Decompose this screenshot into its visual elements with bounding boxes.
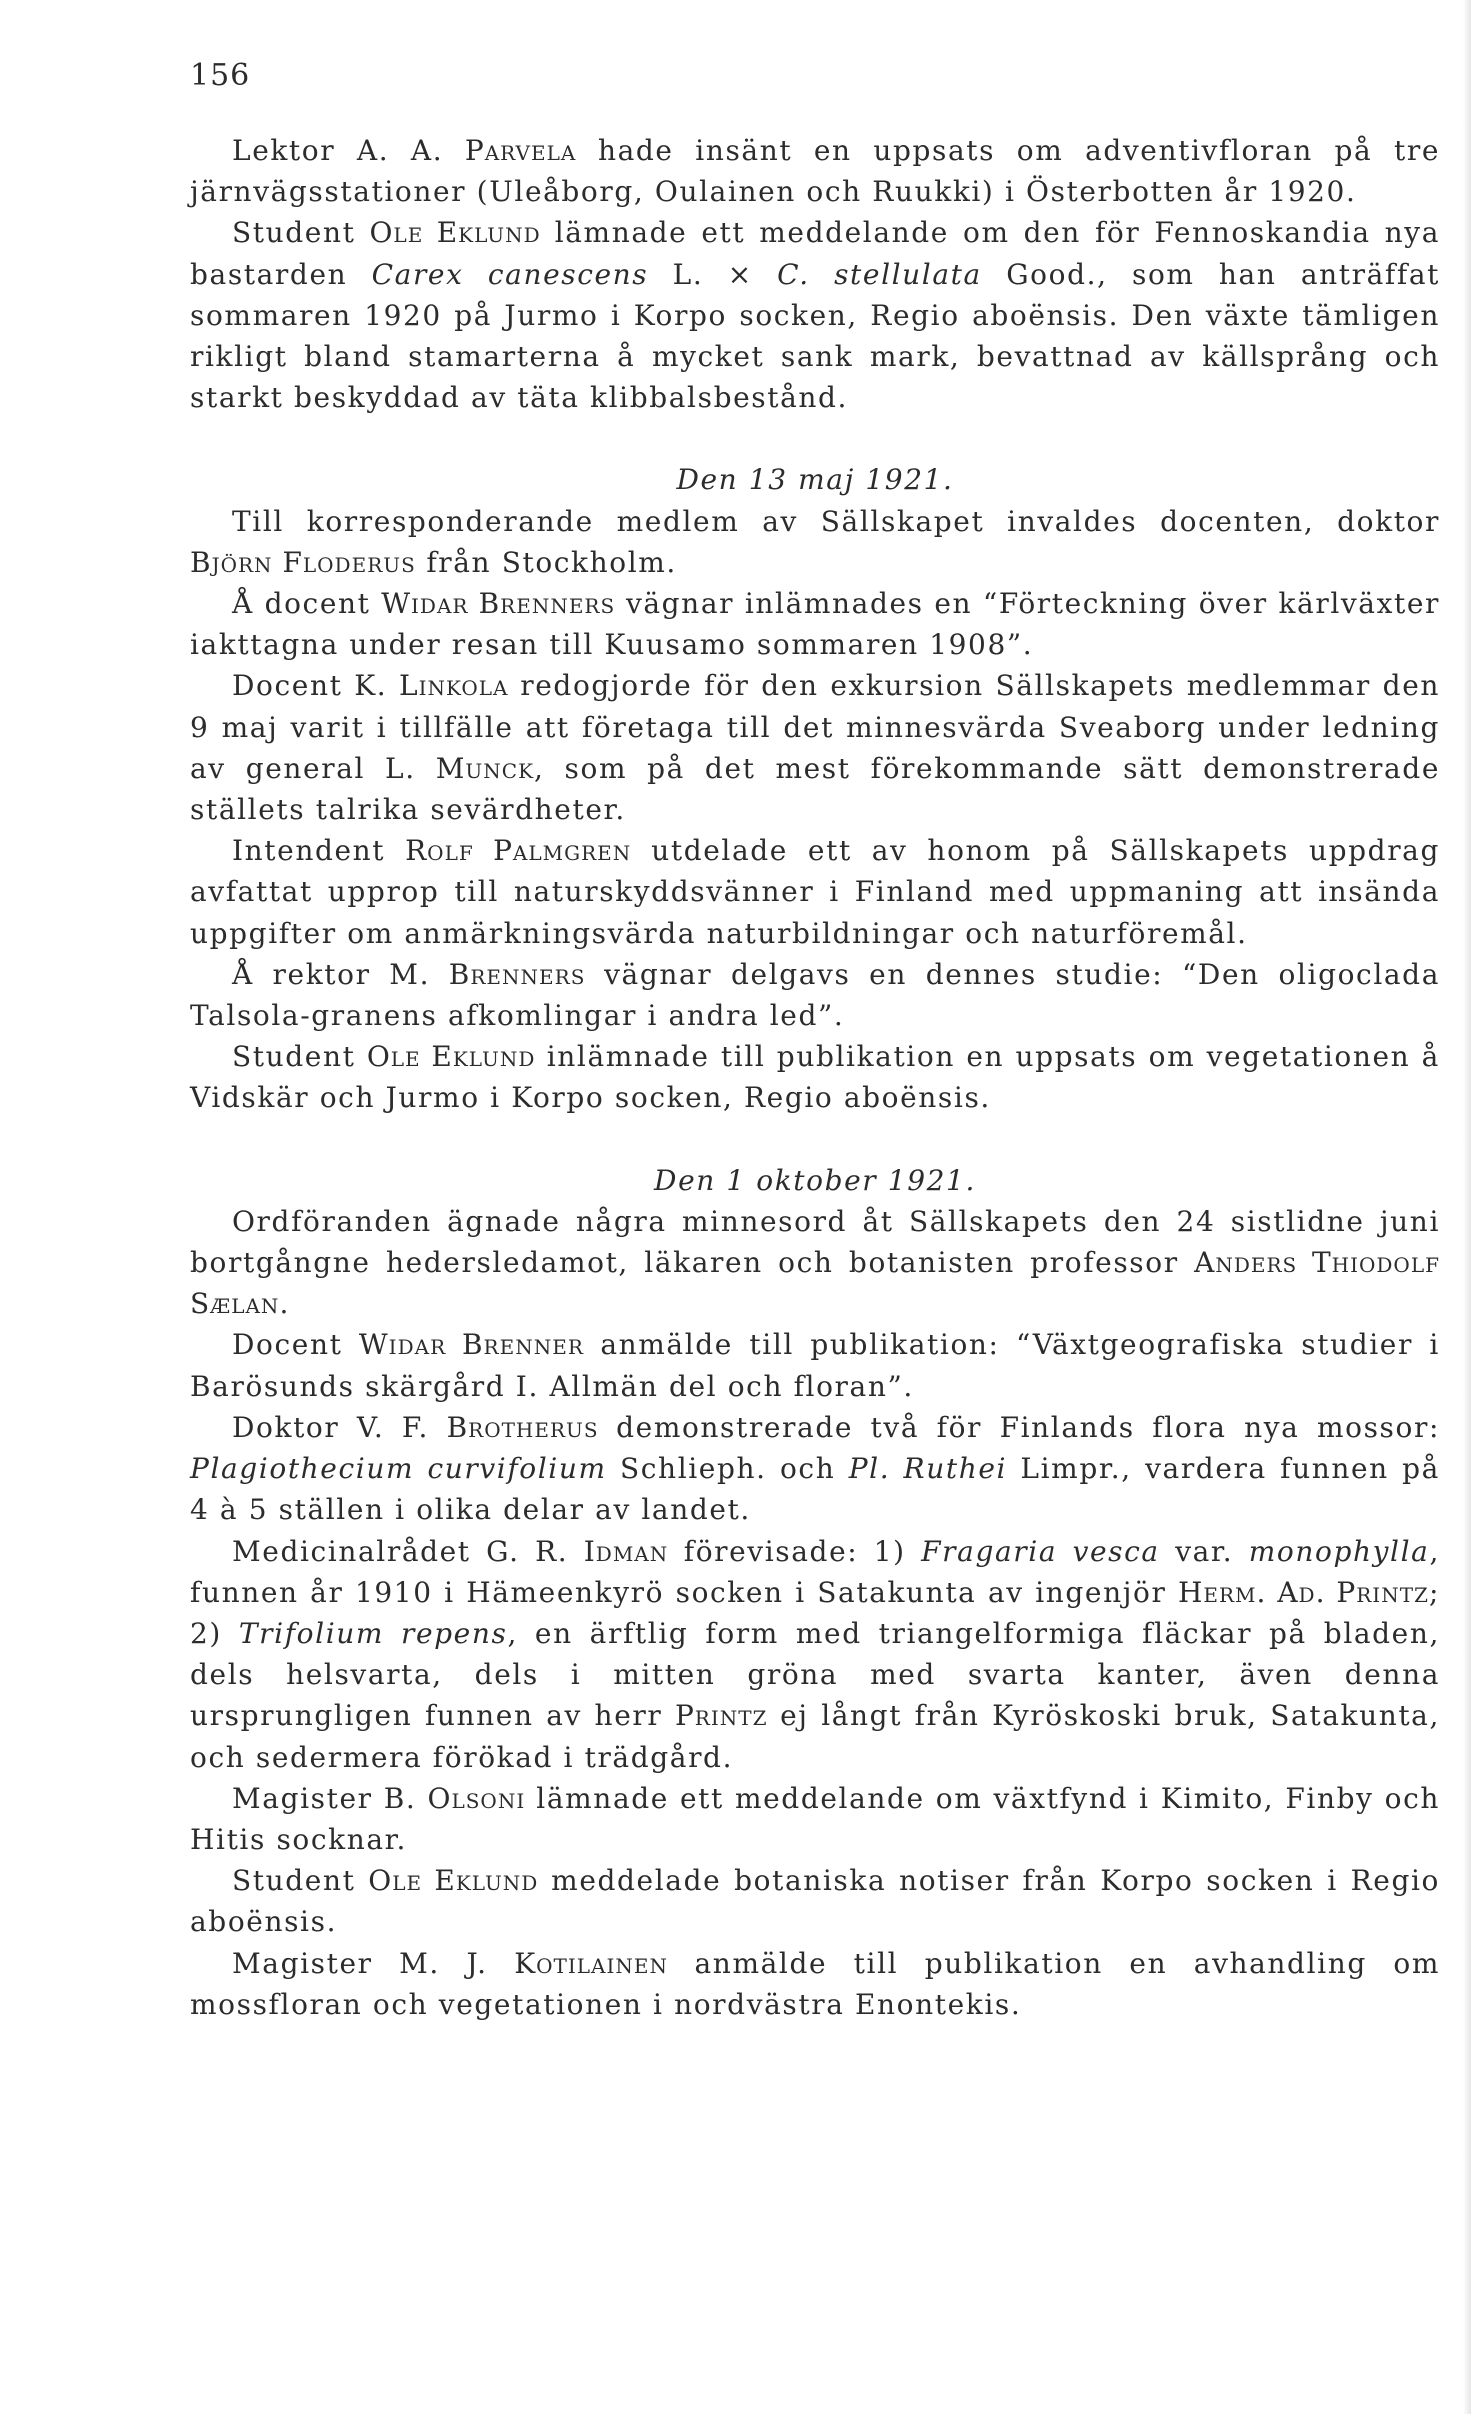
paragraph-palmgren-upprop	[190, 830, 1440, 954]
text-run: Student	[232, 1040, 367, 1074]
person-name: Parvela	[464, 134, 577, 167]
person-name: Olsoni	[427, 1781, 526, 1815]
paragraph-eklund-carex	[190, 212, 1440, 418]
paragraph-idman-fragaria	[190, 1531, 1440, 1778]
text-run: Schlieph. och	[606, 1452, 849, 1486]
person-name: Widar Brenners	[381, 587, 616, 621]
person-name: Ole Eklund	[366, 1040, 536, 1074]
text-run: Till korresponderande medlem av Sällskapet invaldes docenten, doktor	[232, 504, 1440, 538]
paragraph-eklund-notiser	[190, 1860, 1440, 1942]
text-run: Å rektor M.	[232, 957, 449, 991]
paragraph-floderus	[190, 501, 1440, 583]
text-run: förevisade: 1)	[668, 1534, 922, 1568]
text-run: ; 2)	[190, 1575, 1440, 1650]
text-run: var.	[1159, 1534, 1249, 1568]
person-name: Munck	[435, 751, 535, 785]
person-name: Brotherus	[446, 1410, 599, 1444]
person-name: Ole Eklund	[369, 216, 541, 250]
text-run: Ordföranden ägnade några minnesord åt Sällskapets den 24 sistlidne juni bortgångne hedersledamot, läkaren och botanisten professor	[190, 1204, 1440, 1280]
text-run: ej långt från Kyröskoski bruk, Satakunta, och sedermera förökad i trädgård.	[190, 1699, 1440, 1774]
person-name: Herm. Ad. Printz	[1177, 1575, 1429, 1609]
text-run: Student	[232, 216, 370, 250]
text-run: inlämnade till publikation en uppsats om vegetationen å Vidskär och Jurmo i Korpo socken, Regio aboënsis.	[190, 1040, 1440, 1115]
person-name: Linkola	[398, 669, 509, 703]
page-edge-shadow	[1463, 0, 1471, 2414]
text-run: Student	[232, 1864, 369, 1898]
text-run: demonstrerade två för Finlands flora nya mossor:	[598, 1410, 1440, 1444]
text-run: redogjorde för den exkursion Sällskapets medlemmar den 9 maj varit i tillfälle att företaga till det minnesvärda Sveaborg under ledning av general L.	[190, 669, 1440, 785]
text-run: Å docent	[232, 587, 382, 621]
person-name: Anders Thiodolf Sælan	[190, 1246, 1440, 1321]
text-run: Intendent	[232, 834, 406, 868]
text-run: L. ×	[648, 257, 778, 291]
paragraph-linkola-sveaborg	[190, 665, 1440, 830]
text-run: anmälde till publikation en avhandling om mossfloran och vegetationen i nordvästra Enontekis.	[190, 1946, 1441, 2021]
paragraph-eklund-vidskar	[190, 1036, 1440, 1118]
person-name: Rolf Palmgren	[405, 834, 632, 868]
species-name: Plagiothecium curvifolium	[190, 1452, 607, 1486]
species-name: Pl. Ruthei	[848, 1452, 1008, 1486]
paragraph-parvela	[190, 130, 1440, 212]
person-name: Kotilainen	[514, 1946, 668, 1980]
person-name: Idman	[583, 1534, 669, 1568]
species-name: Trifolium repens	[238, 1616, 508, 1650]
person-name: Björn Floderus	[190, 545, 416, 579]
species-name: monophylla	[1248, 1534, 1430, 1568]
text-run: Good., som han anträffat sommaren 1920 på Jurmo i Korpo socken, Regio aboënsis. Den växte tämligen rikligt bland stamarterna å mycket sank mark, bevattnad av källsprång och starkt beskyddad av täta klibbalsbestånd.	[190, 257, 1440, 415]
species-name: Fragaria vesca	[921, 1534, 1160, 1568]
text-run: Docent K.	[232, 669, 399, 703]
text-run: lämnade ett meddelande om den för Fennoskandia nya bastarden	[190, 216, 1440, 291]
text-run: lämnade ett meddelande om växtfynd i Kimito, Finby och Hitis socknar.	[190, 1781, 1440, 1856]
text-run: .	[279, 1287, 290, 1321]
paragraph-kotilainen-enontekis	[190, 1943, 1440, 2025]
text-run: vägnar inlämnades en “Förteckning över kärlväxter iakttagna under resan till Kuusamo sommaren 1908”.	[190, 587, 1441, 662]
meeting-heading-1-oktober: Den 1 oktober 1921.	[654, 1163, 976, 1197]
paragraph-brotherus-mossor	[190, 1407, 1440, 1531]
text-run: Doktor V. F.	[232, 1410, 447, 1444]
person-name: Widar Brenner	[358, 1328, 584, 1362]
text-run: Docent	[232, 1328, 359, 1362]
text-run: Magister M. J.	[232, 1946, 515, 1980]
person-name: Brenners	[448, 957, 586, 991]
text-run: anmälde till publikation: “Växtgeografiska studier i Barösunds skärgård I. Allmän del och floran”.	[190, 1328, 1440, 1403]
text-run: vägnar delgavs en dennes studie: “Den oligoclada Talsola-granens afkomlingar i andra led”.	[190, 957, 1440, 1033]
text-run: Lektor A. A.	[232, 134, 465, 167]
text-run: Magister B.	[232, 1781, 428, 1815]
text-run: hade insänt en uppsats om adventivfloran på tre järnvägsstationer (Uleåborg, Oulainen och Ruukki) i Österbotten år 1920.	[190, 134, 1440, 209]
paragraph-brenner-barosund	[190, 1324, 1440, 1406]
text-run: Medicinalrådet G. R.	[232, 1534, 584, 1568]
text-run: meddelade botaniska notiser från Korpo socken i Regio aboënsis.	[190, 1864, 1441, 1939]
species-name: C. stellulata	[777, 257, 982, 291]
person-name: Ole Eklund	[368, 1864, 539, 1898]
text-run: , som på det mest förekommande sätt demonstrerade ställets talrika sevärdheter.	[190, 751, 1440, 827]
text-run: , en ärftlig form med triangelformiga fläckar på bladen, dels helsvarta, dels i mitten gröna med svarta kanter, även denna ursprungligen funnen av herr	[190, 1616, 1440, 1733]
text-run: Limpr., vardera funnen på 4 à 5 ställen i olika delar av landet.	[190, 1452, 1440, 1527]
text-run: , funnen år 1910 i Hämeenkyrö socken i Satakunta av ingenjör	[190, 1534, 1440, 1609]
meeting-heading-13-maj: Den 13 maj 1921.	[676, 463, 954, 497]
page-number: 156	[190, 58, 251, 93]
text-run: från Stockholm.	[415, 545, 677, 579]
text-run: utdelade ett av honom på Sällskapets uppdrag avfattat upprop till naturskyddsvänner i Finland med uppmaning att insända uppgifter om anmärkningsvärda naturbildningar och naturföremål.	[190, 834, 1440, 950]
person-name: Printz	[674, 1699, 768, 1733]
species-name: Carex canescens	[371, 257, 649, 291]
paragraph-brenner-kuusamo	[190, 583, 1440, 665]
paragraph-saelan-minnesord	[190, 1201, 1440, 1325]
paragraph-brenner-talsola	[190, 954, 1440, 1036]
body-text	[190, 130, 1440, 2025]
paragraph-olsoni-vaxtfynd	[190, 1778, 1440, 1860]
